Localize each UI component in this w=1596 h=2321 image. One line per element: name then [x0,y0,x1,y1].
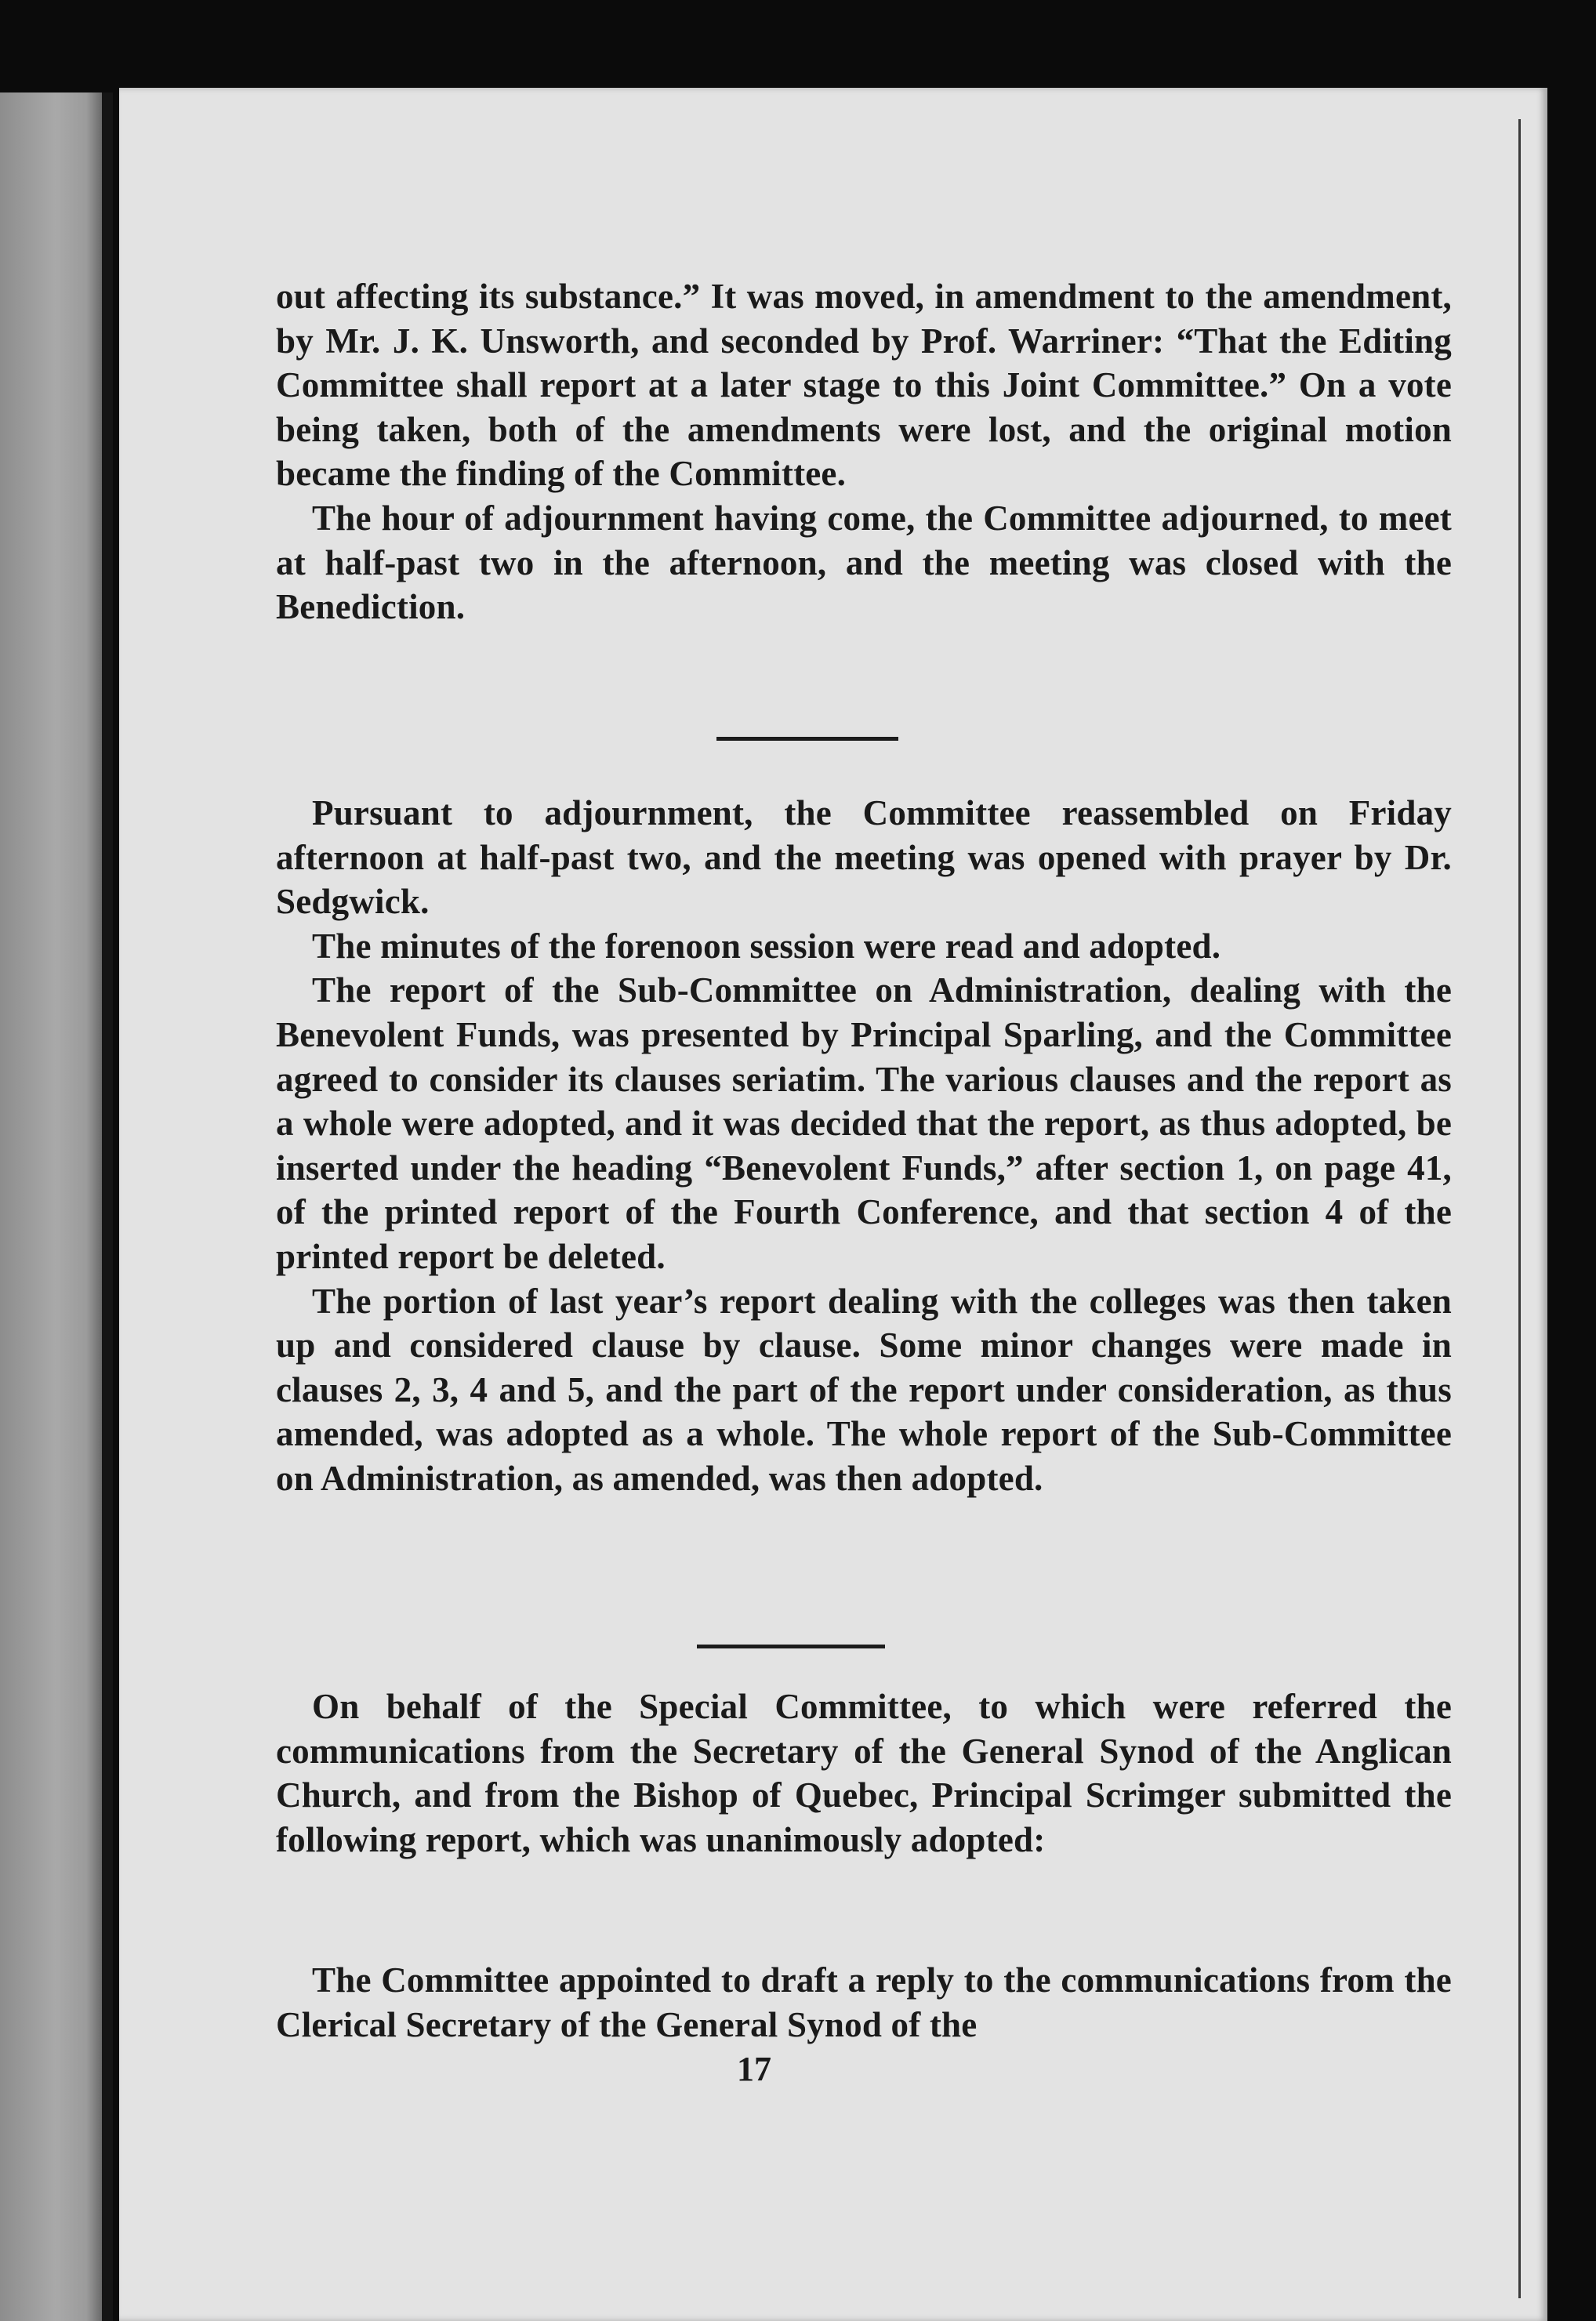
text-block-afternoon-session [276,791,1452,1501]
paragraph-benevolent-funds: The report of the Sub-Committee on Administration, dealing with the Benevolent Funds, was presented by Principal Sparling, and the Committee agreed to consider its clauses seriatim. The various clauses and the report as a whole were adopted, and it was decided that the report, as thus adopted, be inserted under the heading “Benevolent Funds,” after section 1, on page 41, of the printed report of the Fourth Conference, and that section 4 of the printed report be deleted. [276,970,1452,1276]
section-divider [697,1645,885,1648]
text-block-reply [276,1958,1452,2047]
paragraph-special-committee: On behalf of the Special Committee, to which were referred the communications from the Secretary of the General Synod of the Anglican Church, and from the Bishop of Quebec, Principal Scrimger submitted the following report, which was unanimously adopted: [276,1687,1452,1859]
paragraph-colleges-report: The portion of last year’s report dealing with the colleges was then taken up and considered clause by clause. Some minor changes were made in clauses 2, 3, 4 and 5, and the part of the report under consideration, as thus amended, was adopted as a whole. The whole report of the Sub-Committee on Administration, as amended, was then adopted. [276,1281,1452,1498]
document-page [119,88,1547,2321]
page-number: 17 [737,2050,771,2088]
section-divider [716,737,898,741]
book-gutter [102,92,113,2321]
page-edge-line [1518,119,1521,2298]
text-block-special-committee [276,1685,1452,1862]
facing-page-edge [0,92,102,2321]
paragraph-reply-draft: The Committee appointed to draft a reply to the communications from the Clerical Secretary of the General Synod of the [276,1960,1452,2044]
paragraph-adjournment: The hour of adjournment having come, the Committee adjourned, to meet at half-past two in the afternoon, and the meeting was closed with the Benediction. [276,498,1452,627]
text-block-minutes-forenoon [276,274,1452,629]
paragraph-minutes-adopted: The minutes of the forenoon session were read and adopted. [312,926,1221,966]
paragraph-reassembled: Pursuant to adjournment, the Committee reassembled on Friday afternoon at half-past two, and the meeting was opened with prayer by Dr. Sedgwick. [276,793,1452,922]
paragraph-amendment: out affecting its substance.” It was moved, in amendment to the amendment, by Mr. J. K. Unsworth, and seconded by Prof. Warriner: “That the Editing Committee shall report at a later stage to this Joint Committee.” On a vote being taken, both of the amendments were lost, and the original motion became the finding of the Committee. [276,277,1452,494]
